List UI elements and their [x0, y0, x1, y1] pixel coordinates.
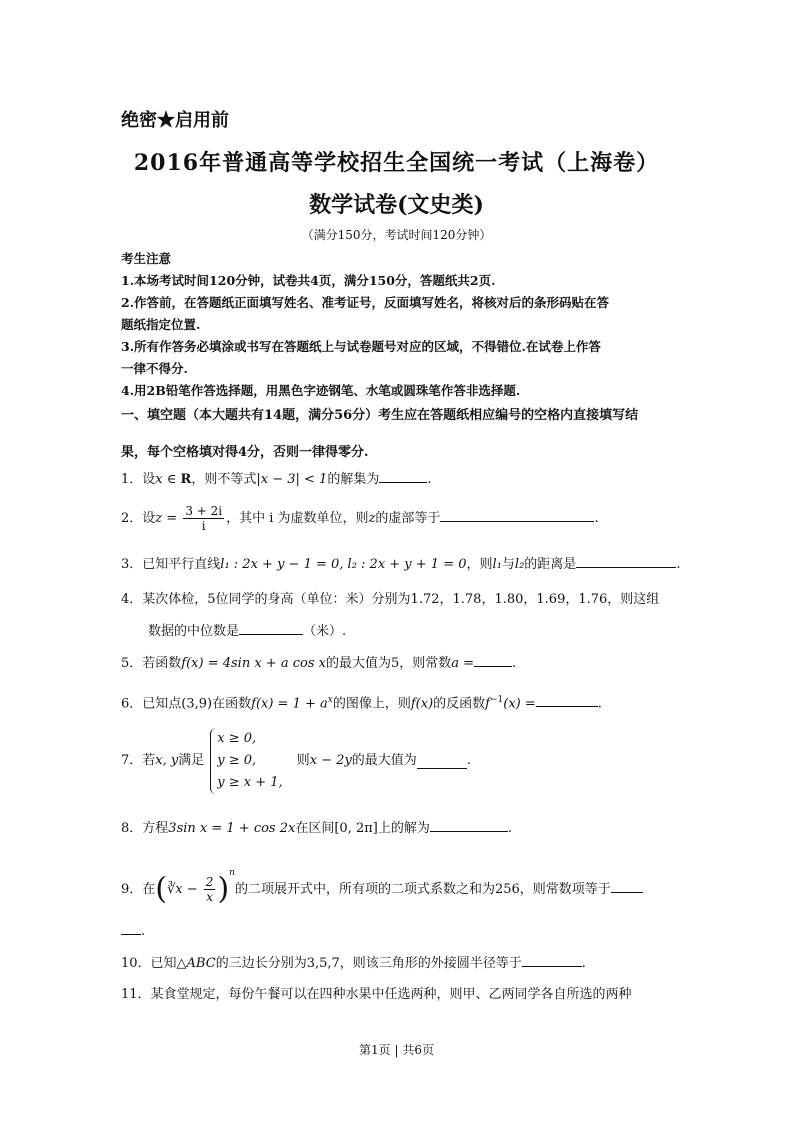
exam-subtitle: 数学试卷(文史类)	[309, 192, 484, 218]
notes-item: 4.用2B铅笔作答选择题，用黑色字迹钢笔、水笔或圆珠笔作答非选择题.	[121, 383, 521, 398]
answer-blank	[611, 878, 643, 893]
answer-blank	[536, 692, 598, 707]
fraction: $\frac{3 + 2i}{i}$	[185, 504, 223, 533]
answer-blank	[430, 817, 508, 832]
candidate-notes	[121, 248, 681, 402]
question-8: 8．方程3sin x = 1 + cos 2x在区间[0, 2π]上的解为 .	[121, 817, 681, 839]
question-7: 7．若x, y满足 x ≥ 0, y ≥ 0, y ≥ x + 1, 则x − 2y的最大值为 .	[121, 728, 681, 794]
question-4: 4．某次体检，5位同学的身高（单位：米）分别为1.72，1.78，1.80，1.69，1.76，则这组 数据的中位数是 （米）.	[121, 592, 660, 639]
notes-heading: 考生注意	[121, 251, 172, 266]
answer-blank	[121, 920, 141, 935]
notes-item: 1.本场考试时间120分钟，试卷共4页，满分150分，答题纸共2页.	[121, 273, 496, 288]
question-6: 6．已知点(3,9)在函数$f(x) = 1 + a^x$的图像上，则f(x)的反函数$f^{-1}(x)$ = .	[121, 690, 681, 714]
answer-blank	[239, 620, 303, 635]
question-9: 9．在(∛x − $\frac{2}{x}$ )$^n$的二项展开式中，所有项的二项式系数之和为256，则常数项等于	[121, 853, 681, 910]
answer-blank	[417, 754, 467, 769]
question-3: 3．已知平行直线l₁ : 2x + y − 1 = 0, l₂ : 2x + y + 1 = 0，则l₁与l₂的距离是 .	[121, 553, 681, 575]
question-11: 11．某食堂规定，每份午餐可以在四种水果中任选两种，则甲、乙两同学各自所选的两种	[121, 987, 632, 1002]
answer-blank	[379, 468, 427, 483]
right-paren: )	[217, 871, 230, 907]
answer-blank	[474, 652, 512, 667]
page-footer: 第1页 | 共6页	[359, 1043, 434, 1057]
notes-item: 2.作答前，在答题纸正面填写姓名、准考证号，反面填写姓名，将核对后的条形码贴在答	[121, 295, 610, 310]
exam-time-info: （满分150分，考试时间120分钟）	[301, 228, 492, 242]
section-heading	[121, 400, 681, 468]
question-2: 2．设z = $\frac{3 + 2i}{i}$ ，其中 i 为虚数单位，则z的虚部等于 .	[121, 504, 599, 533]
question-10: 10．已知△ABC的三边长分别为3,5,7，则该三角形的外接圆半径等于 .	[121, 952, 681, 974]
section-line: 果，每个空格填对得4分，否则一律得零分.	[121, 445, 369, 460]
notes-item: 题纸指定位置.	[121, 317, 201, 332]
notes-item: 3.所有作答务必填涂或书写在答题纸上与试卷题号对应的区域，不得错位.在试卷上作答	[121, 339, 601, 354]
exam-title: 2016年普通高等学校招生全国统一考试（上海卷）	[133, 150, 660, 176]
fraction: $\frac{2}{x}$	[205, 875, 214, 904]
left-paren: (	[155, 871, 168, 907]
answer-blank	[440, 507, 594, 522]
confidential-mark: 绝密★启用前	[121, 110, 229, 131]
question-1: 1．设x ∈ R，则不等式|x − 3| < 1的解集为 .	[121, 468, 681, 490]
answer-blank	[522, 952, 582, 967]
question-9-continued: .	[121, 920, 681, 942]
notes-item: 一律不得分.	[121, 361, 188, 376]
inequality-system: x ≥ 0, y ≥ 0, y ≥ x + 1,	[210, 728, 282, 794]
section-line: 一、填空题（本大题共有14题，满分56分）考生应在答题纸相应编号的空格内直接填写结	[121, 408, 639, 423]
answer-blank	[576, 553, 676, 568]
question-5: 5．若函数f(x) = 4sin x + a cos x的最大值为5，则常数a = .	[121, 652, 681, 674]
